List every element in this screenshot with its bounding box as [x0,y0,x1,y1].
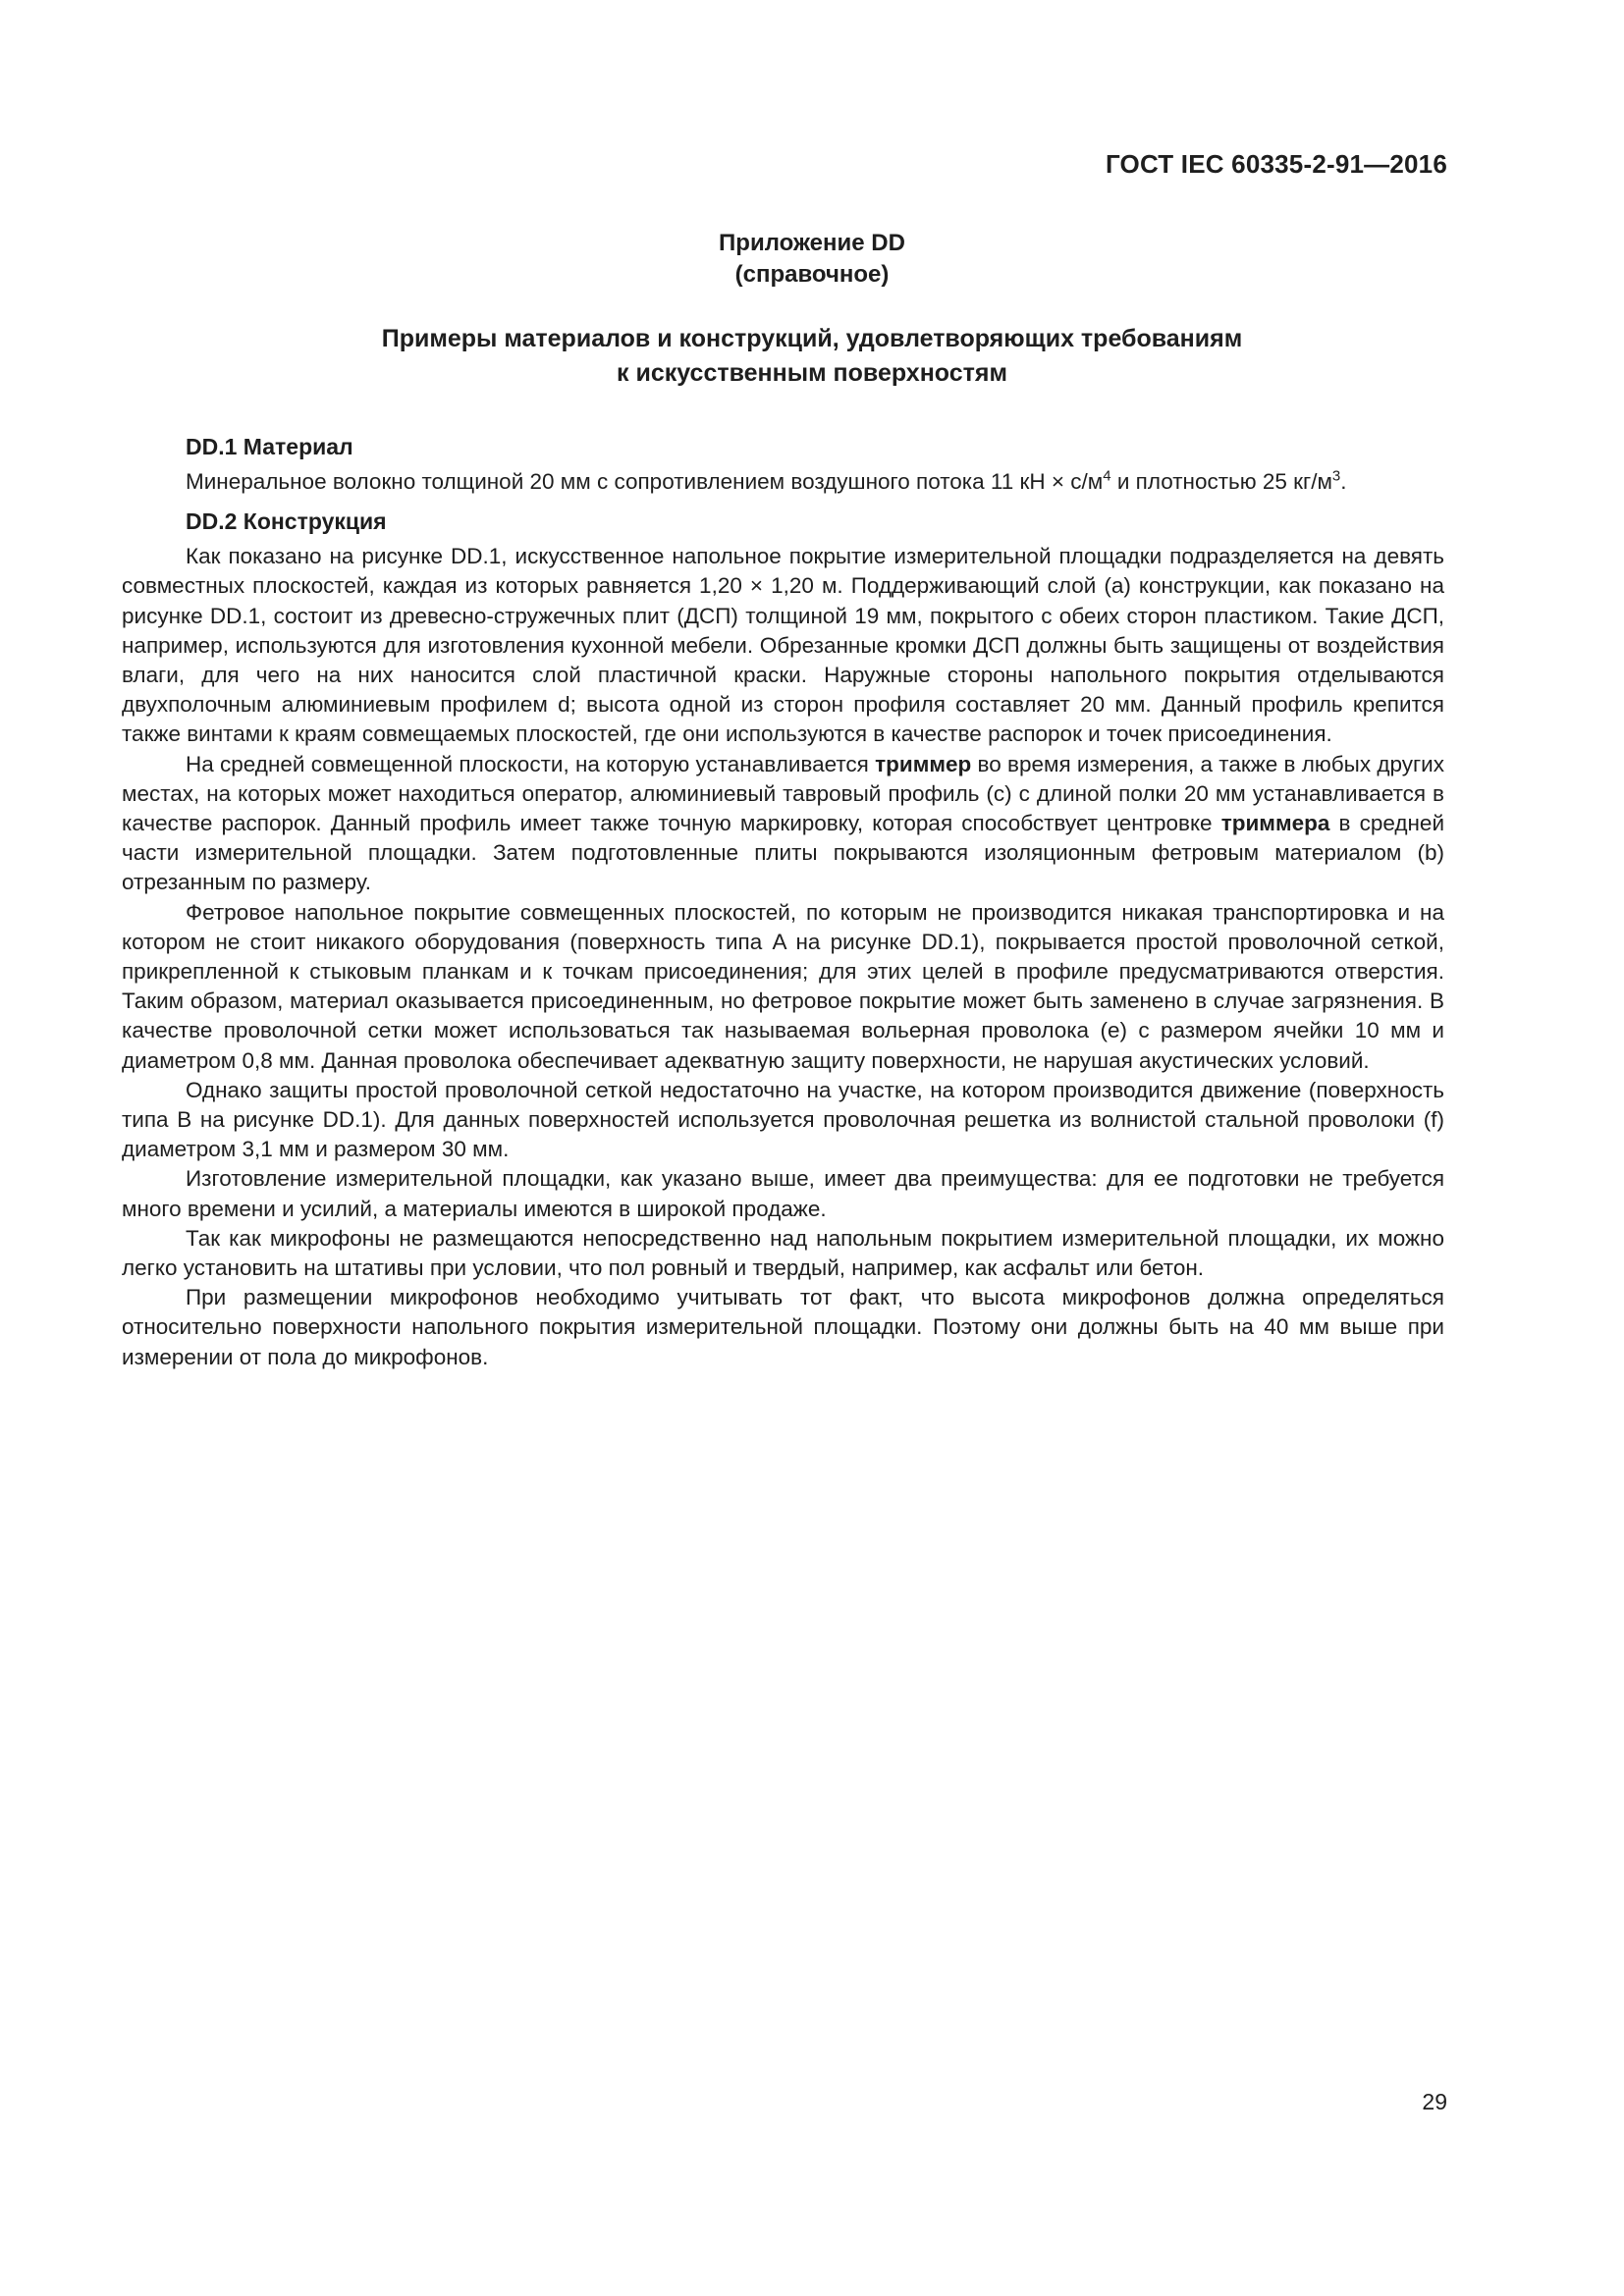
paragraph-7: При размещении микрофонов необходимо учитывать тот факт, что высота микрофонов должна определяться относительно поверхности напольного покрытия измерительной площадки. Поэтому они должны быть на 40 мм выше при измерении от пола до микрофонов. [122,1285,1444,1369]
dd1-text-part-3: . [1340,469,1347,494]
document-body [122,432,1444,1372]
annex-status: (справочное) [734,261,890,288]
dd1-text-part-2: и плотностью 25 кг/м [1110,469,1332,494]
paragraph-2-part-b: во время измерения, а также в любых других местах, на которых может находиться оператор, алюминиевый тавровый профиль (c) с длиной полки 20 мм устанавливается в качестве распорок. Данный профиль имеет также точную маркировку, которая способствует центровке [122,751,1444,836]
paragraph-2 [122,750,1444,898]
dd1-text-part-1: Минеральное волокно толщиной 20 мм с сопротивлением воздушного потока 11 кН × с/м [186,469,1104,494]
page-number: 29 [1422,2089,1447,2114]
paragraph-3: Фетровое напольное покрытие совмещенных плоскостей, по которым не производится никакая транспортировка и на котором не стоит никакого оборудования (поверхность типа A на рисунке DD.1), покрывается простой проволочной сеткой, прикрепленной к стыковым планкам и к точкам присоединения; для этих целей в профиле предусматриваются отверстия. Таким образом, материал оказывается присоединенным, но фетровое покрытие может быть заменено в случае загрязнения. В качестве проволочной сетки может использоваться так называемая вольерная проволока (e) с размером ячейки 10 мм и диаметром 0,8 мм. Данная проволока обеспечивает адекватную защиту поверхности, не нарушая акустических условий. [122,899,1444,1073]
annex-title-line-2: к искусственным поверхностям [617,359,1007,387]
annex-title-line-1: Примеры материалов и конструкций, удовлетворяющих требованиям [381,325,1243,352]
term-trimmer-genitive: триммера [1220,811,1330,836]
section-dd1-paragraph [122,467,1444,497]
paragraph-2-part-c: в средней части измерительной площадки. Затем подготовленные плиты покрываются изоляционным фетровым материалом (b) отрезанным по размеру. [122,811,1445,895]
dd1-superscript-2: 3 [1331,467,1341,485]
section-heading-dd2: DD.2 Конструкция [186,508,387,535]
document-code: ГОСТ IEC 60335-2-91—2016 [1105,149,1447,179]
paragraph-2-part-a: На средней совмещенной плоскости, на которую устанавливается [186,751,876,776]
annex-title [0,322,1624,391]
paragraph-5: Изготовление измерительной площадки, как указано выше, имеет два преимущества: для ее подготовки не требуется много времени и усилий, а материалы имеются в широкой продаже. [122,1166,1444,1221]
annex-heading [0,228,1624,291]
dd1-superscript-1: 4 [1103,467,1111,485]
term-trimmer: триммер [875,751,972,776]
paragraph-4: Однако защиты простой проволочной сеткой недостаточно на участке, на котором производится движение (поверхность типа B на рисунке DD.1). Для данных поверхностей используется проволочная решетка из волнистой стальной проволоки (f) диаметром 3,1 мм и размером 30 мм. [122,1077,1444,1162]
paragraph-1: Как показано на рисунке DD.1, искусственное напольное покрытие измерительной площадки подразделяется на девять совместных плоскостей, каждая из которых равняется 1,20 × 1,20 м. Поддерживающий слой (a) конструкции, как показано на рисунке DD.1, состоит из древесно-стружечных плит (ДСП) толщиной 19 мм, покрытого с обеих сторон пластиком. Такие ДСП, например, используются для изготовления кухонной мебели. Обрезанные кромки ДСП должны быть защищены от воздействия влаги, для чего на них наносится слой пластичной краски. Наружные стороны напольного покрытия отделываются двухполочным алюминиевым профилем d; высота одной из сторон профиля составляет 20 мм. Данный профиль крепится также винтами к краям совмещаемых плоскостей, где они используются в качестве распорок и точек присоединения. [122,544,1444,747]
paragraph-6: Так как микрофоны не размещаются непосредственно над напольным покрытием измерительной площадки, их можно легко установить на штативы при условии, что пол ровный и твердый, например, как асфальт или бетон. [122,1225,1444,1281]
section-heading-dd1: DD.1 Материал [186,434,353,459]
annex-label: Приложение DD [719,230,905,256]
